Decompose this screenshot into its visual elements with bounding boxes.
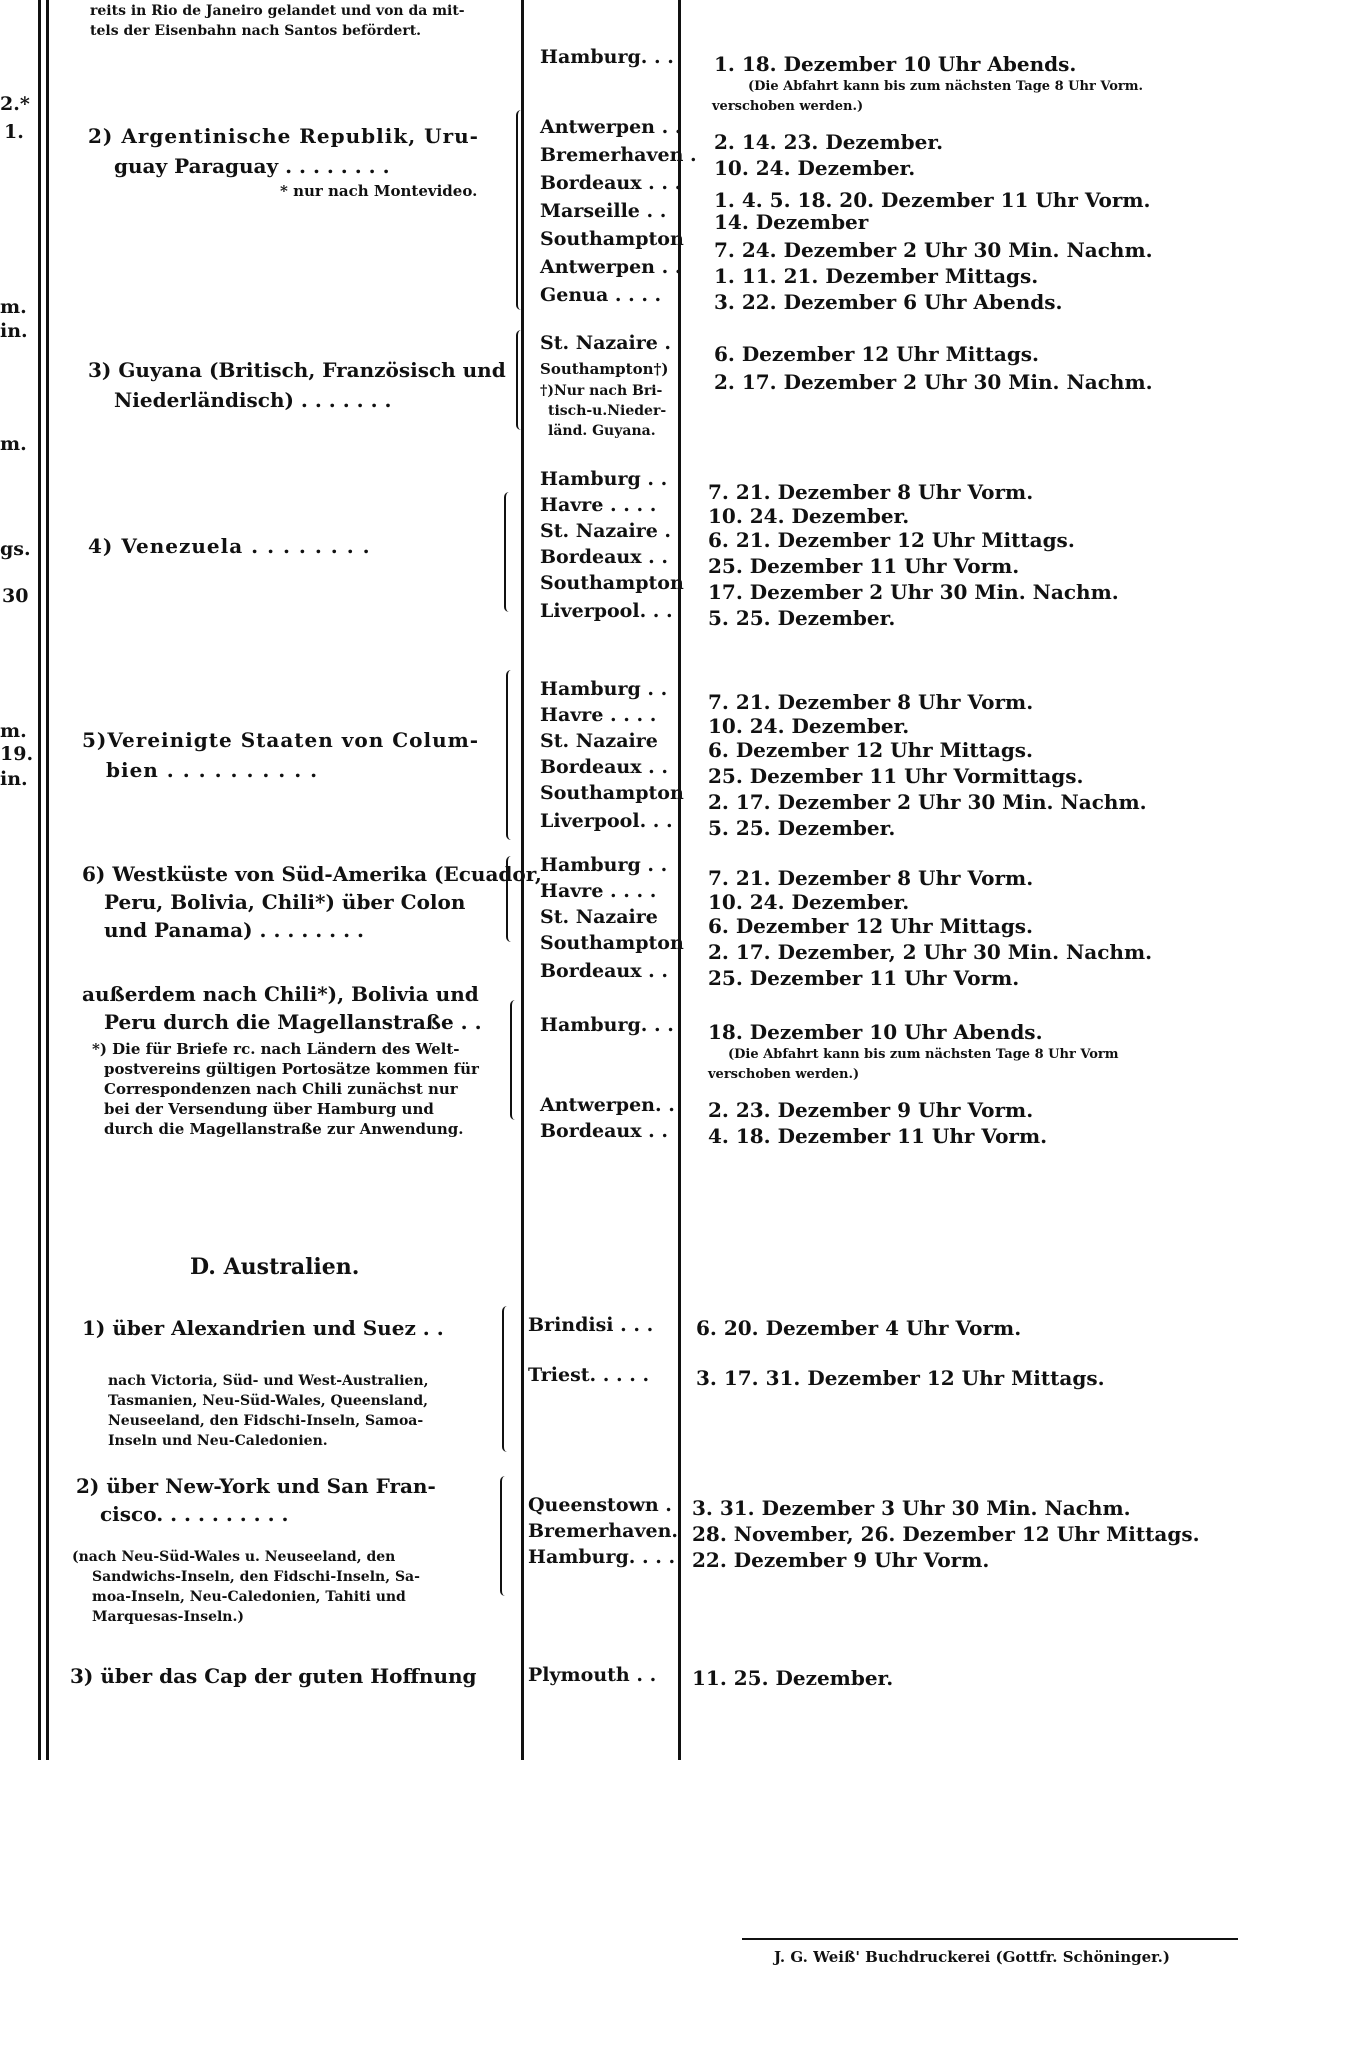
schedule-line: 2. 23. Dezember 9 Uhr Vorm. [708, 1098, 1034, 1122]
schedule-line: 10. 24. Dezember. [714, 156, 916, 180]
brace [506, 670, 516, 840]
schedule-line: 17. Dezember 2 Uhr 30 Min. Nachm. [708, 580, 1119, 604]
schedule-line: 2. 17. Dezember 2 Uhr 30 Min. Nachm. [708, 790, 1147, 814]
port: Southampton [540, 228, 684, 250]
port: Hamburg . . [540, 678, 668, 700]
schedule-line: 18. Dezember 10 Uhr Abends. [708, 1020, 1043, 1044]
schedule-note: verschoben werden.) [712, 99, 864, 114]
schedule-line: 10. 24. Dezember. [708, 890, 910, 914]
footnote: postvereins gültigen Portosätze kommen für [104, 1060, 479, 1078]
section-title-venezuela: 4) Venezuela . . . . . . . . [88, 534, 371, 558]
schedule-line: 7. 21. Dezember 8 Uhr Vorm. [708, 690, 1034, 714]
schedule-line: 2. 14. 23. Dezember. [714, 130, 944, 154]
imprint-rule [742, 1938, 1238, 1940]
footnote: *) Die für Briefe rc. nach Ländern des Welt- [92, 1040, 460, 1058]
brace [502, 1306, 512, 1452]
brace [510, 1000, 520, 1120]
port: Triest. . . . . [528, 1364, 650, 1386]
schedule-line: 6. Dezember 12 Uhr Mittags. [708, 738, 1034, 762]
port: St. Nazaire . [540, 332, 672, 354]
port: Queenstown . [528, 1494, 672, 1516]
schedule-line: 5. 25. Dezember. [708, 816, 896, 840]
schedule-line: 11. 25. Dezember. [692, 1666, 894, 1690]
port: Bordeaux . . . [540, 172, 682, 194]
schedule-line: 6. Dezember 12 Uhr Mittags. [714, 342, 1040, 366]
schedule-note: verschoben werden.) [708, 1067, 860, 1082]
schedule-line: 3. 31. Dezember 3 Uhr 30 Min. Nachm. [692, 1496, 1131, 1520]
section-title-newyork: 2) über New-York und San Fran- [76, 1474, 436, 1498]
section-title-westkueste: 6) Westküste von Süd-Amerika (Ecuador, [82, 862, 542, 886]
edge-fragment: 19. [0, 743, 34, 765]
port: Southampton†) [540, 360, 669, 378]
schedule-line: 10. 24. Dezember. [708, 504, 910, 528]
edge-fragment: in. [0, 320, 28, 342]
port: Bordeaux . . [540, 756, 669, 778]
brace [506, 856, 516, 942]
section-title-argentina: guay Paraguay . . . . . . . . [114, 154, 390, 178]
schedule-line: 1. 18. Dezember 10 Uhr Abends. [714, 52, 1077, 76]
port: Havre . . . . [540, 494, 657, 516]
port: Plymouth . . [528, 1664, 657, 1686]
port: Antwerpen . . [540, 116, 682, 138]
section-note: Marquesas-Inseln.) [92, 1609, 244, 1625]
port: Hamburg. . . [540, 1014, 674, 1036]
port-hamburg: Hamburg. . . [540, 46, 674, 68]
left-double-rule-b [46, 0, 49, 1760]
section-title-argentina: 2) Argentinische Republik, Uru- [88, 124, 479, 148]
schedule-line: 25. Dezember 11 Uhr Vorm. [708, 966, 1020, 990]
schedule-line: 25. Dezember 11 Uhr Vorm. [708, 554, 1020, 578]
port: Hamburg . . [540, 854, 668, 876]
port: Bordeaux . . [540, 546, 669, 568]
port: Bremerhaven. [528, 1520, 679, 1542]
section-note: Sandwichs-Inseln, den Fidschi-Inseln, Sa- [92, 1569, 420, 1585]
port: Liverpool. . . [540, 810, 673, 832]
edge-fragment: m. [0, 720, 27, 742]
brace [500, 1476, 510, 1596]
port: St. Nazaire [540, 906, 658, 928]
port: St. Nazaire [540, 730, 658, 752]
schedule-line: 7. 24. Dezember 2 Uhr 30 Min. Nachm. [714, 238, 1153, 262]
section-note: Tasmanien, Neu-Süd-Wales, Queensland, [108, 1393, 428, 1409]
port: Bremerhaven . [540, 144, 697, 166]
port-note: †)Nur nach Bri- [540, 383, 663, 399]
footnote: bei der Versendung über Hamburg und [104, 1100, 434, 1118]
schedule-line: 6. 20. Dezember 4 Uhr Vorm. [696, 1316, 1022, 1340]
section-heading-australia: D. Australien. [190, 1254, 360, 1280]
port: Southampton [540, 782, 684, 804]
brace [516, 110, 526, 310]
port: Southampton [540, 572, 684, 594]
port: Marseille . . [540, 200, 667, 222]
section-title-guyana: Niederländisch) . . . . . . . [114, 388, 392, 412]
port: Brindisi . . . [528, 1314, 654, 1336]
schedule-note: (Die Abfahrt kann bis zum nächsten Tage 8 Uhr Vorm. [748, 79, 1144, 94]
footnote: Correspondenzen nach Chili zunächst nur [104, 1080, 458, 1098]
schedule-note: (Die Abfahrt kann bis zum nächsten Tage 8 Uhr Vorm [728, 1047, 1119, 1062]
port: Genua . . . . [540, 284, 662, 306]
schedule-line: 3. 22. Dezember 6 Uhr Abends. [714, 290, 1063, 314]
edge-fragment: in. [0, 768, 28, 790]
section-note: moa-Inseln, Neu-Caledonien, Tahiti und [92, 1589, 406, 1605]
port: Havre . . . . [540, 880, 657, 902]
port-note: tisch-u.Nieder- [548, 403, 667, 419]
section-title-columbia: bien . . . . . . . . . . [106, 758, 319, 782]
edge-fragment: 1. [4, 121, 24, 143]
schedule-line: 5. 25. Dezember. [708, 606, 896, 630]
brace [516, 330, 526, 430]
section-title-chili: außerdem nach Chili*), Bolivia und [82, 982, 479, 1006]
schedule-line: 10. 24. Dezember. [708, 714, 910, 738]
section-note: Inseln und Neu-Caledonien. [108, 1433, 328, 1449]
brace [504, 492, 514, 612]
port: Liverpool. . . [540, 600, 673, 622]
section-title-newyork: cisco. . . . . . . . . . [100, 1502, 289, 1526]
edge-fragment: 30 [2, 585, 29, 607]
port: Southampton [540, 932, 684, 954]
port: Antwerpen . . [540, 256, 682, 278]
section-title-cap: 3) über das Cap der guten Hoffnung [70, 1664, 477, 1688]
edge-fragment: gs. [0, 538, 31, 560]
schedule-line: 6. Dezember 12 Uhr Mittags. [708, 914, 1034, 938]
port-note: länd. Guyana. [548, 423, 656, 439]
section-title-westkueste: und Panama) . . . . . . . . [104, 918, 364, 942]
port: Bordeaux . . [540, 1120, 669, 1142]
printer-imprint: J. G. Weiß' Buchdruckerei (Gottfr. Schöninger.) [774, 1948, 1170, 1966]
schedule-line: 3. 17. 31. Dezember 12 Uhr Mittags. [696, 1366, 1105, 1390]
port: Antwerpen. . [540, 1094, 675, 1116]
edge-fragment: m. [0, 433, 27, 455]
section-title-columbia: 5)Vereinigte Staaten von Colum- [82, 728, 480, 752]
edge-fragment: m. [0, 296, 27, 318]
port: Hamburg . . [540, 468, 668, 490]
section-title-suez: 1) über Alexandrien und Suez . . [82, 1316, 444, 1340]
section-title-guyana: 3) Guyana (Britisch, Französisch und [88, 358, 506, 382]
schedule-line: 2. 17. Dezember, 2 Uhr 30 Min. Nachm. [708, 940, 1153, 964]
left-double-rule-a [38, 0, 41, 1760]
top-note-line: tels der Eisenbahn nach Santos befördert. [90, 23, 422, 39]
schedule-line: 4. 18. Dezember 11 Uhr Vorm. [708, 1124, 1048, 1148]
section-note: Neuseeland, den Fidschi-Inseln, Samoa- [108, 1413, 424, 1429]
port: Bordeaux . . [540, 960, 669, 982]
schedule-line: 28. November, 26. Dezember 12 Uhr Mittags. [692, 1522, 1200, 1546]
section-title-chili: Peru durch die Magellanstraße . . [104, 1010, 482, 1034]
section-title-westkueste: Peru, Bolivia, Chili*) über Colon [104, 890, 466, 914]
section-note: (nach Neu-Süd-Wales u. Neuseeland, den [72, 1549, 396, 1565]
port: Hamburg. . . . [528, 1546, 676, 1568]
section-note: nach Victoria, Süd- und West-Australien, [108, 1373, 429, 1389]
port: Havre . . . . [540, 704, 657, 726]
footnote: durch die Magellanstraße zur Anwendung. [104, 1120, 464, 1138]
schedule-line: 22. Dezember 9 Uhr Vorm. [692, 1548, 990, 1572]
section-note: * nur nach Montevideo. [280, 182, 478, 200]
schedule-line: 2. 17. Dezember 2 Uhr 30 Min. Nachm. [714, 370, 1153, 394]
top-note-line: reits in Rio de Janeiro gelandet und von da mit- [90, 3, 465, 19]
schedule-line: 1. 11. 21. Dezember Mittags. [714, 264, 1039, 288]
schedule-line: 25. Dezember 11 Uhr Vormittags. [708, 764, 1084, 788]
schedule-line: 7. 21. Dezember 8 Uhr Vorm. [708, 866, 1034, 890]
edge-fragment: 2.* [0, 93, 30, 115]
schedule-line: 6. 21. Dezember 12 Uhr Mittags. [708, 528, 1075, 552]
schedule-line: 14. Dezember [714, 210, 869, 234]
schedule-line: 1. 4. 5. 18. 20. Dezember 11 Uhr Vorm. [714, 188, 1151, 212]
schedule-line: 7. 21. Dezember 8 Uhr Vorm. [708, 480, 1034, 504]
port: St. Nazaire . [540, 520, 672, 542]
